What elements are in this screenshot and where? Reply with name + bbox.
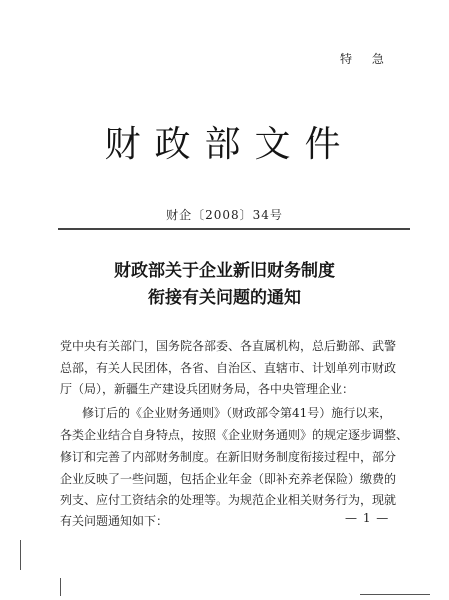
body-line-1: 党中央有关部门，国务院各部委、各直属机构，总后勤部、武警: [60, 339, 397, 353]
document-masthead: 财政部文件: [104, 124, 355, 165]
body-line-6: 修订和完善了内部财务制度。在新旧财务制度衔接过程中，部分: [60, 450, 397, 464]
body-line-8: 列支、应付工资结余的处理等。为规范企业相关财务行为，现就: [60, 493, 397, 507]
page-number: — 1 —: [345, 511, 390, 525]
body-line-3: 厅（局），新疆生产建设兵团财务局，各中央管理企业：: [60, 382, 355, 396]
title-line-2: 衔接有关问题的通知: [148, 288, 301, 308]
scan-artifact: [360, 594, 430, 595]
body-line-9: 有关问题通知如下：: [60, 514, 169, 528]
body-line-4: 修订后的《企业财务通则》（财政部令第41号）施行以来，: [82, 406, 392, 420]
body-line-7: 企业反映了一些问题，包括企业年金（即补充养老保险）缴费的: [60, 472, 397, 486]
header-divider: [58, 228, 410, 230]
body-line-2: 总部，有关人民团体，各省、自治区、直辖市、计划单列市财政: [60, 361, 397, 375]
body-line-5: 各类企业结合自身特点，按照《企业财务通则》的规定逐步调整、: [60, 428, 409, 442]
scan-artifact: [20, 540, 21, 570]
notice-title: [0, 258, 449, 312]
title-line-1: 财政部关于企业新旧财务制度: [114, 261, 335, 281]
document-number: 财企〔2008〕34号: [166, 208, 283, 222]
urgency-mark: 特 急: [340, 52, 392, 66]
scan-artifact: [60, 578, 61, 596]
